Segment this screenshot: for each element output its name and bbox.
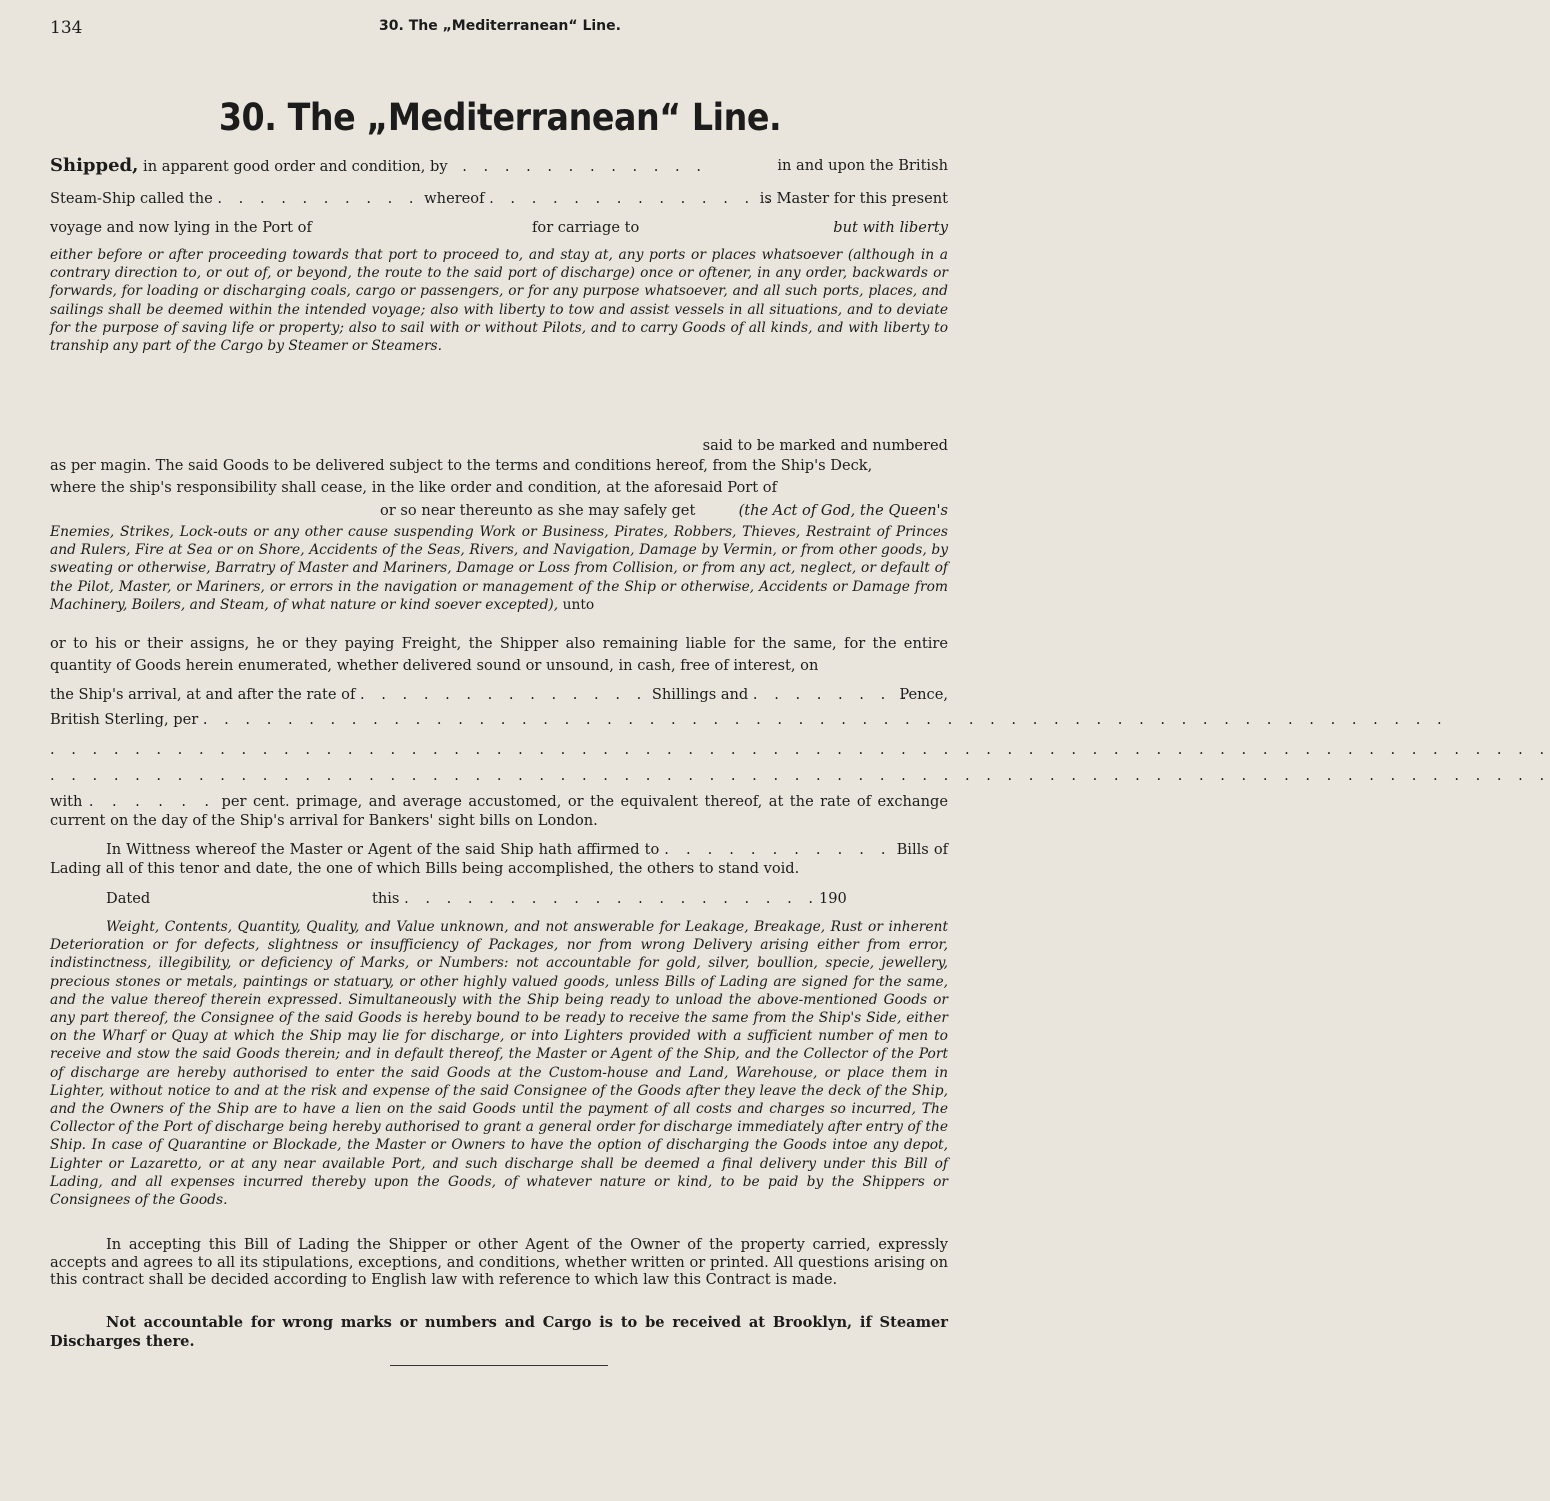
dated-year: 190 <box>818 890 847 907</box>
per-leader: . . . . . . . . . . . . . . . . . . . . . . . . . . . . . . . . . . . . . . . . . . . . . . . . . . . . . . . . . . . <box>202 711 1448 728</box>
perils-clause <box>50 523 948 614</box>
marked-text-3: where the ship's responsibility shall cease, in the like order and condition, at the aforesaid Port of <box>50 479 777 496</box>
blank-dotted-line-1: . . . . . . . . . . . . . . . . . . . . . . . . . . . . . . . . . . . . . . . . . . . . . . . . . . . . . . . . . . . . . . . . . . . . . . . <box>50 741 1550 758</box>
shipped-text-3a: voyage and now lying in the Port of <box>50 219 312 236</box>
shipped-text-3b: for carriage to <box>532 219 640 236</box>
marked-text-1: said to be marked and numbered <box>702 437 948 454</box>
marked-line-4 <box>50 497 948 525</box>
primage-clause <box>50 792 948 830</box>
marked-text-4b: (the Act of God, the Queen's <box>738 502 948 519</box>
page-header <box>50 18 950 42</box>
bills-leader: . . . . . . . . . . . <box>664 841 892 858</box>
shipped-lead: Shipped, <box>50 155 139 176</box>
witness-clause <box>50 840 948 878</box>
notice-clause: Not accountable for wrong marks or numbers and Cargo is to be received at Brooklyn, if Steamer Discharges there. <box>50 1314 948 1350</box>
perils-tail: unto <box>562 596 595 613</box>
conditions-clause: Weight, Contents, Quantity, Quality, and Value unknown, and not answerable for Leakage, Breakage, Rust or inherent Deterioration or for defects, slightness or insufficiency of Packages, nor from wrong Delivery arising either from error, indistinctness, illegibility, or deficiency of Marks, or Numbers: not accountable for gold, silver, boullion, specie, jewellery, precious stones or metals, paintings or statuary, or other highly valued goods, unless Bills of Lading are signed for the same, and the value thereof therein expressed. Simultaneously with the Ship being ready to unload the above-mentioned Goods or any part thereof, the Consignee of the said Goods is hereby bound to be ready to receive the same from the Ship's Side, either on the Wharf or Quay at which the Ship may lie for discharge, or into Lighters provided with a sufficient number of men to receive and stow the said Goods therein; and in default thereof, the Master or Agent of the Ship, and the Collector of the Port of discharge are hereby authorised to enter the said Goods at the Custom-house and Land, Warehouse, or place them in Lighter, without notice to and at the risk and expense of the said Consignee of the Goods after they leave the deck of the Ship, and the Owners of the Ship are to have a lien on the said Goods until the payment of all costs and charges so incurred, The Collector of the Port of discharge being hereby authorised to grant a general order for discharge immediately after entry of the Ship. In case of Quarantine or Blockade, the Master or Owners to have the option of discharging the Goods intoe any depot, Lighter or Lazaretto, or at any near available Port, and such discharge shall be deemed a final delivery under this Bill of Lading, and all expenses incurred thereby upon the Goods, of whatever nature or kind, to be paid by the Shippers or Consignees of the Goods. <box>50 919 948 1209</box>
shipped-line-1 <box>50 152 948 180</box>
shipped-text-1a: in apparent good order and condition, by <box>143 158 448 175</box>
rate-text-2: British Sterling, per <box>50 711 199 728</box>
page-number: 134 <box>50 18 83 38</box>
primage-leader: . . . . . . <box>88 793 216 810</box>
shipped-text-2b: whereof <box>424 190 485 207</box>
dated-label: Dated <box>106 890 151 907</box>
shipped-text-1b: in and upon the British <box>777 157 948 174</box>
shipped-text-2c: is Master for this present <box>759 190 948 207</box>
liberty-clause: either before or after proceeding towards that port to proceed to, and stay at, any ports or places whatsoever (although in a contrary direction to, or out of, or beyond, the route to the said port of discharge) once or oftener, in any order, backwards or forwards, for loading or discharging coals, cargo or passengers, or for any purpose whatsoever, and all such ports, places, and sailings shall be deemed within the intended voyage; also with liberty to tow and assist vessels in all situations, and to deviate for the purpose of saving life or property; also to sail with or without Pilots, and to carry Goods of all kinds, and with liberty to tranship any part of the Cargo by Steamer or Steamers. <box>50 247 948 355</box>
witness-text-a: In Wittness whereof the Master or Agent of the said Ship hath affirmed to <box>106 841 660 858</box>
rate-line-2 <box>50 706 1448 734</box>
dated-this <box>372 885 847 913</box>
closing-rule <box>390 1365 608 1366</box>
ship-leader: . . . . . . . . . . <box>217 190 420 207</box>
date-leader: . . . . . . . . . . . . . . . . . . . . <box>404 890 819 907</box>
shipped-line-3 <box>50 214 948 242</box>
running-head: 30. The „Mediterranean“ Line. <box>379 18 621 34</box>
perils-text: Enemies, Strikes, Lock-outs or any other cause suspending Work or Business, Pirates, Robbers, Thieves, Restraint of Princes and Rulers, Fire at Sea or on Shore, Accidents of the Seas, Rivers, and Navigation, Damage by Vermin, or from other goods, by sweating or otherwise, Barratry of Master and Mariners, Damage or Loss from Collision, or from any act, neglect, or default of the Pilot, Master, or Mariners, or errors in the navigation or management of the Ship or otherwise, Accidents or Damage from Machinery, Boilers, and Steam, of what nature or kind soever excepted), <box>50 524 948 613</box>
shipper-leader: . . . . . . . . . . . . <box>462 158 707 175</box>
shipped-text-2a: Steam-Ship called the <box>50 190 213 207</box>
dated-this-label: this <box>372 890 400 907</box>
primage-text-a: with <box>50 793 83 810</box>
rate-text-1c: Pence, <box>899 686 948 703</box>
shipped-line-2 <box>50 185 948 213</box>
shillings-leader: . . . . . . . . . . . . . . <box>359 686 648 703</box>
page-title: 30. The „Mediterranean“ Line. <box>218 96 782 139</box>
dated-line <box>50 885 948 913</box>
blank-dotted-line-2: . . . . . . . . . . . . . . . . . . . . . . . . . . . . . . . . . . . . . . . . . . . . . . . . . . . . . . . . . . . . . . . . . . . . . . . <box>50 767 1550 784</box>
accepting-clause: In accepting this Bill of Lading the Shipper or other Agent of the Owner of the property carried, expressly accepts and agrees to all its stipulations, exceptions, and conditions, whether written or printed. All questions arising on this contract shall be decided according to English law with reference to which law this Contract is made. <box>50 1236 948 1288</box>
primage-text-b: per cent. primage, and average accustomed, or the equivalent thereof, at the rate of exchange current on the day of the Ship's arrival for Bankers' sight bills on London. <box>50 793 948 829</box>
shipped-text-3c: but with liberty <box>833 219 948 236</box>
master-leader: . . . . . . . . . . . . . . . <box>489 190 798 207</box>
rate-text-1b: Shillings and <box>651 686 749 703</box>
freight-clause: or to his or their assigns, he or they paying Freight, the Shipper also remaining liable for the same, for the entire quantity of Goods herein enumerated, whether delivered sound or unsound, in cash, free of interest, on <box>50 635 948 674</box>
pence-leader: . . . . . . . . <box>752 686 913 703</box>
rate-text-1a: the Ship's arrival, at and after the rate of <box>50 686 356 703</box>
marked-text-4a: or so near thereunto as she may safely get <box>380 502 696 519</box>
rate-line-1 <box>50 681 948 709</box>
marked-text-2: as per magin. The said Goods to be delivered subject to the terms and conditions hereof, from the Ship's Deck, <box>50 457 873 474</box>
witness-text-b: Bills of Lading all of this tenor and date, the one of which Bills being accomplished, the others to stand void. <box>50 841 949 877</box>
